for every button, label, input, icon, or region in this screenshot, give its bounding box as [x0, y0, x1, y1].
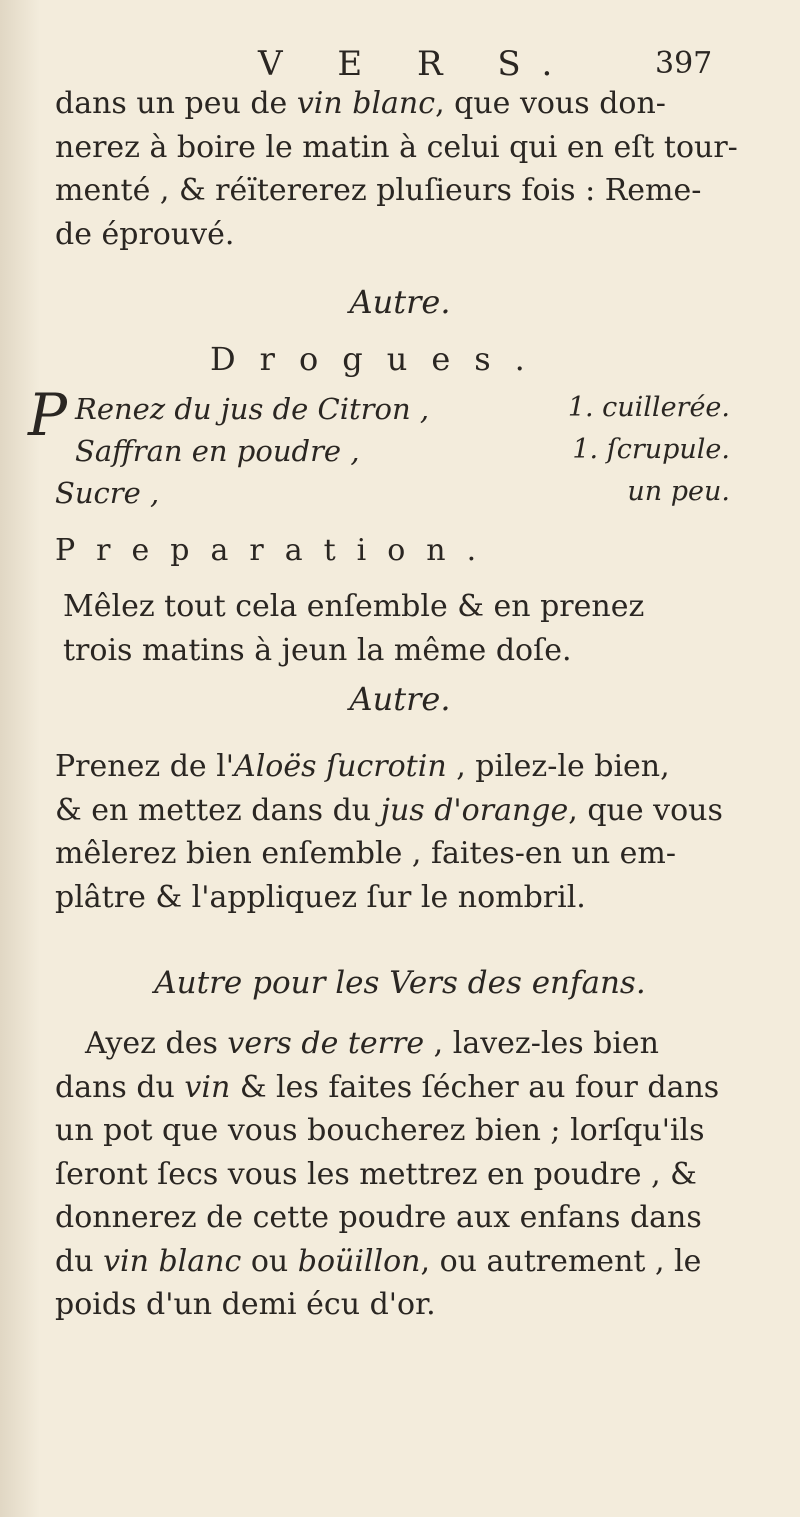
- text-run: nerez à boire le matin à celui qui en eſt tour-: [55, 129, 738, 165]
- text-run: , que vous don-: [435, 86, 666, 121]
- recipe-qty-citron: 1. cuillerée.: [567, 392, 730, 423]
- text-run: de éprouvé.: [55, 216, 235, 252]
- recipe-qty-saffran: 1. ſcrupule.: [572, 434, 730, 465]
- text-line: [63, 585, 644, 629]
- text-line: [55, 1022, 719, 1066]
- text-run: , pilez-le bien,: [446, 749, 670, 784]
- text-run: Ayez des: [85, 1026, 228, 1061]
- text-line: [55, 126, 738, 170]
- text-run: , que vous: [568, 792, 723, 828]
- text-run: plâtre & l'appliquez ſur le nombril.: [55, 879, 586, 915]
- heading-drogues: Drogues.: [210, 340, 549, 378]
- text-line: [55, 745, 723, 789]
- text-run: un pot que vous boucherez bien ; lorſqu'ils: [55, 1113, 705, 1148]
- text-run: & en mettez dans du: [55, 792, 381, 828]
- recipe-qty-sucre: un peu.: [627, 476, 730, 507]
- text-line: [55, 1153, 719, 1197]
- italic-run: jus d'orange: [380, 792, 569, 828]
- recipe-item-saffran: Saffran en poudre ,: [75, 434, 360, 468]
- text-line: [55, 1283, 719, 1327]
- running-head: V E R S.: [258, 44, 575, 84]
- text-line: [55, 1240, 719, 1284]
- italic-run: vin blanc: [296, 86, 436, 121]
- text-run: ou: [241, 1243, 298, 1279]
- drop-cap: P: [28, 381, 68, 449]
- italic-run: boüillon: [297, 1243, 421, 1279]
- text-line: [55, 876, 723, 920]
- text-run: dans un peu de: [55, 86, 297, 121]
- text-run: dans du: [55, 1069, 185, 1105]
- paragraph-4: [55, 1022, 719, 1327]
- heading-autre-1: Autre.: [349, 283, 451, 321]
- heading-autre-vers-enfans: Autre pour les Vers des enfans.: [154, 965, 646, 1001]
- text-run: mêlerez bien enſemble , faites-en un em-: [55, 836, 676, 871]
- text-line: [55, 789, 723, 833]
- page-number: 397: [655, 46, 713, 81]
- text-line: [55, 213, 738, 257]
- paragraph-3: [55, 745, 723, 919]
- italic-run: vin: [184, 1069, 231, 1105]
- text-run: donnerez de cette poudre aux enfans dans: [55, 1200, 702, 1235]
- text-run: menté , & réïtererez pluſieurs fois : Reme-: [55, 173, 702, 208]
- text-run: , ou autrement , le: [420, 1243, 702, 1279]
- paragraph-2: [55, 585, 644, 672]
- italic-run: Aloës ſucrotin: [234, 749, 447, 784]
- paragraph-1: [55, 82, 738, 256]
- text-run: & les faites ſécher au four dans: [230, 1069, 720, 1105]
- text-line: [63, 629, 644, 673]
- text-line: [55, 1066, 719, 1110]
- text-run: ſeront ſecs vous les mettrez en poudre , &: [55, 1156, 697, 1192]
- text-run: , lavez-les bien: [424, 1026, 659, 1061]
- text-line: [55, 1196, 719, 1240]
- recipe-item-sucre: Sucre ,: [55, 476, 160, 510]
- text-run: Mêlez tout cela enſemble & en prenez: [63, 589, 645, 624]
- text-line: [55, 82, 738, 126]
- text-run: trois matins à jeun la même doſe.: [63, 632, 572, 668]
- text-run: du: [55, 1243, 104, 1279]
- italic-run: vers de terre: [227, 1026, 425, 1061]
- heading-autre-2: Autre.: [349, 680, 451, 718]
- recipe-item-citron: Renez du jus de Citron ,: [75, 392, 430, 426]
- italic-run: vin blanc: [103, 1243, 242, 1279]
- text-line: [55, 169, 738, 213]
- text-line: [55, 1109, 719, 1153]
- heading-preparation: Preparation.: [55, 533, 498, 568]
- text-line: [55, 832, 723, 876]
- text-run: Prenez de l': [55, 749, 235, 784]
- text-run: poids d'un demi écu d'or.: [55, 1287, 436, 1322]
